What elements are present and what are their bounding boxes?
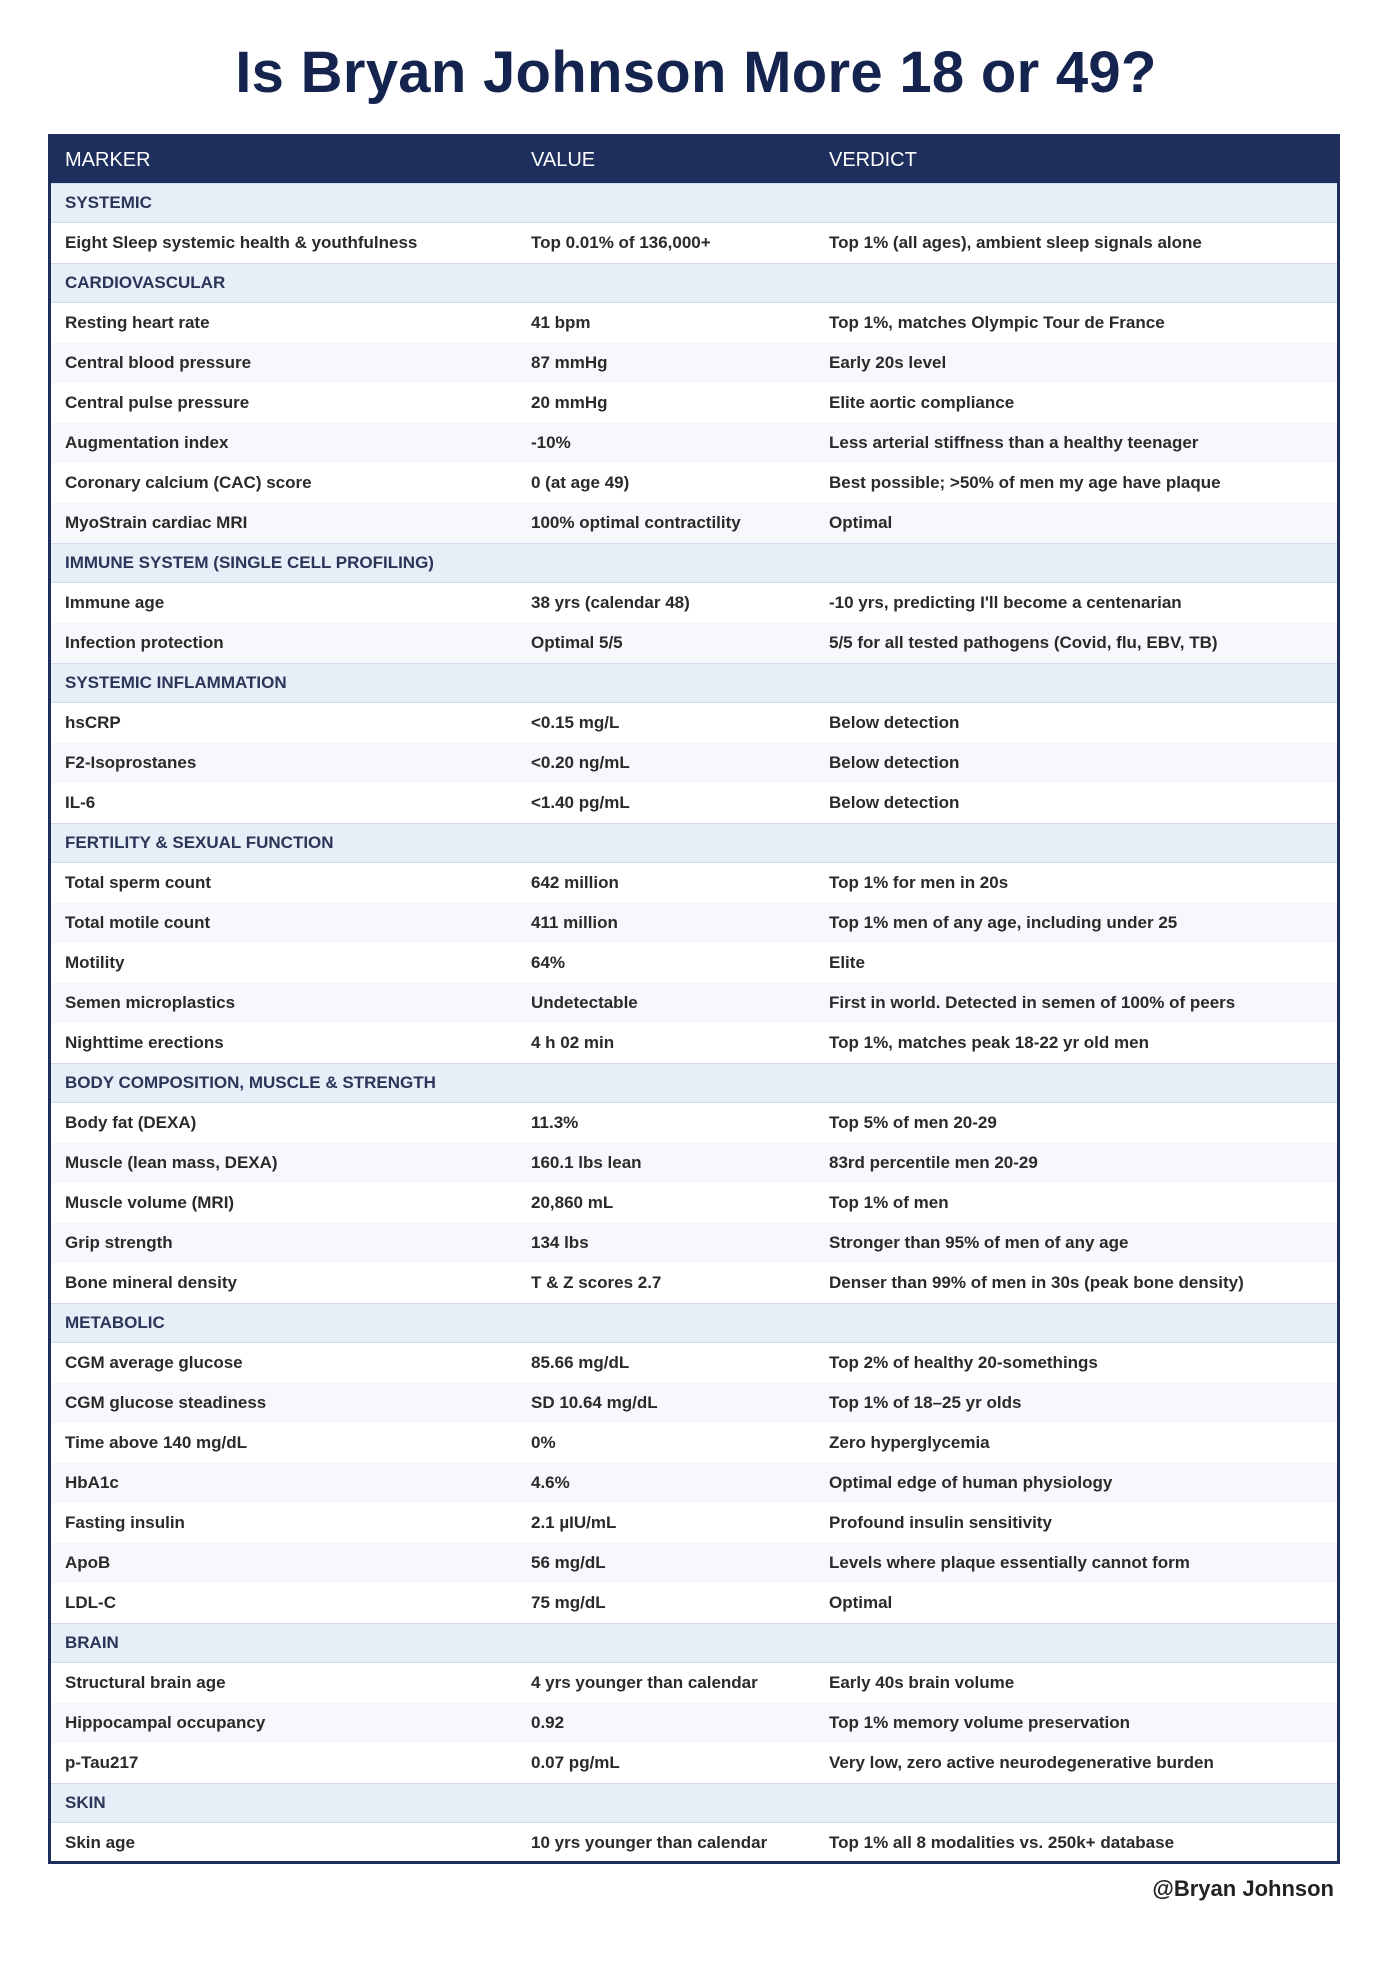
marker-cell: Coronary calcium (CAC) score: [65, 473, 312, 492]
section-title: IMMUNE SYSTEM (SINGLE CELL PROFILING): [65, 553, 434, 572]
section-header: [51, 263, 1337, 303]
verdict-cell: Top 1% of men: [829, 1193, 949, 1212]
table-row: [51, 1383, 1337, 1423]
table-row: [51, 1143, 1337, 1183]
marker-cell: Semen microplastics: [65, 993, 236, 1012]
verdict-cell: Zero hyperglycemia: [829, 1433, 990, 1452]
verdict-cell: Early 20s level: [829, 353, 947, 372]
value-cell: 160.1 lbs lean: [531, 1153, 642, 1172]
table-row: [51, 423, 1337, 463]
verdict-cell: Optimal: [829, 513, 893, 532]
section-header: [51, 663, 1337, 703]
table-row: [51, 503, 1337, 543]
markers-table: [48, 134, 1340, 1864]
verdict-cell: Top 1% men of any age, including under 25: [829, 913, 1178, 932]
verdict-cell: Top 5% of men 20-29: [829, 1113, 997, 1132]
verdict-cell: Top 2% of healthy 20-somethings: [829, 1353, 1098, 1372]
section-title: METABOLIC: [65, 1313, 165, 1332]
column-header-value: VALUE: [531, 148, 596, 171]
marker-cell: Muscle volume (MRI): [65, 1193, 235, 1212]
verdict-cell: -10 yrs, predicting I'll become a centenarian: [829, 593, 1182, 612]
table-row: [51, 783, 1337, 823]
value-cell: 20 mmHg: [531, 393, 608, 412]
section-title: FERTILITY & SEXUAL FUNCTION: [65, 833, 334, 852]
value-cell: <1.40 pg/mL: [531, 793, 630, 812]
value-cell: 38 yrs (calendar 48): [531, 593, 690, 612]
section-title: SYSTEMIC INFLAMMATION: [65, 673, 287, 692]
verdict-cell: Elite aortic compliance: [829, 393, 1015, 412]
marker-cell: MyoStrain cardiac MRI: [65, 513, 248, 532]
marker-cell: Grip strength: [65, 1233, 173, 1252]
marker-cell: Bone mineral density: [65, 1273, 237, 1292]
marker-cell: Body fat (DEXA): [65, 1113, 197, 1132]
marker-cell: CGM glucose steadiness: [65, 1393, 267, 1412]
verdict-cell: Top 1% of 18–25 yr olds: [829, 1393, 1022, 1412]
marker-cell: F2-Isoprostanes: [65, 753, 197, 772]
marker-cell: Total motile count: [65, 913, 211, 932]
verdict-cell: Optimal: [829, 1593, 893, 1612]
verdict-cell: Top 1% for men in 20s: [829, 873, 1009, 892]
verdict-cell: Optimal edge of human physiology: [829, 1473, 1113, 1492]
page-title: Is Bryan Johnson More 18 or 49?: [235, 40, 1157, 105]
table-row: [51, 1463, 1337, 1503]
marker-cell: Total sperm count: [65, 873, 212, 892]
verdict-cell: Profound insulin sensitivity: [829, 1513, 1052, 1532]
verdict-cell: 83rd percentile men 20-29: [829, 1153, 1038, 1172]
column-header-verdict: VERDICT: [829, 148, 917, 171]
value-cell: 4 h 02 min: [531, 1033, 615, 1052]
table-row: [51, 1103, 1337, 1143]
value-cell: SD 10.64 mg/dL: [531, 1393, 658, 1412]
table-row: [51, 1823, 1337, 1863]
verdict-cell: Top 1% (all ages), ambient sleep signals alone: [829, 233, 1202, 252]
marker-cell: LDL-C: [65, 1593, 116, 1612]
table-row: [51, 1343, 1337, 1383]
verdict-cell: 5/5 for all tested pathogens (Covid, flu, EBV, TB): [829, 633, 1218, 652]
table-row: [51, 863, 1337, 903]
value-cell: 4.6%: [531, 1473, 570, 1492]
table-row: [51, 1663, 1337, 1703]
marker-cell: p-Tau217: [65, 1753, 139, 1772]
verdict-cell: Top 1%, matches peak 18-22 yr old men: [829, 1033, 1149, 1052]
value-cell: 20,860 mL: [531, 1193, 614, 1212]
value-cell: Undetectable: [531, 993, 638, 1012]
marker-cell: Skin age: [65, 1833, 135, 1852]
marker-cell: Nighttime erections: [65, 1033, 224, 1052]
section-header: [51, 823, 1337, 863]
section-header: [51, 183, 1337, 223]
value-cell: 2.1 µIU/mL: [531, 1513, 617, 1532]
marker-cell: Resting heart rate: [65, 313, 210, 332]
author-credit: @Bryan Johnson: [1152, 1876, 1334, 1901]
table-row: [51, 343, 1337, 383]
verdict-cell: Top 1% all 8 modalities vs. 250k+ database: [829, 1833, 1175, 1852]
marker-cell: Eight Sleep systemic health & youthfulness: [65, 233, 418, 252]
table-body: [51, 183, 1337, 1863]
value-cell: 0 (at age 49): [531, 473, 630, 492]
table-row: [51, 1743, 1337, 1783]
section-header: [51, 1063, 1337, 1103]
value-cell: 11.3%: [531, 1113, 579, 1132]
table-row: [51, 1263, 1337, 1303]
value-cell: <0.15 mg/L: [531, 713, 620, 732]
verdict-cell: Top 1%, matches Olympic Tour de France: [829, 313, 1165, 332]
column-header-marker: MARKER: [65, 148, 151, 171]
table-row: [51, 1183, 1337, 1223]
value-cell: 0.07 pg/mL: [531, 1753, 620, 1772]
table-row: [51, 463, 1337, 503]
table-row: [51, 583, 1337, 623]
verdict-cell: Below detection: [829, 793, 960, 812]
marker-cell: Structural brain age: [65, 1673, 226, 1692]
marker-cell: Hippocampal occupancy: [65, 1713, 266, 1732]
table-row: [51, 1023, 1337, 1063]
verdict-cell: Below detection: [829, 713, 960, 732]
section-header: [51, 1303, 1337, 1343]
table-row: [51, 223, 1337, 263]
table-row: [51, 983, 1337, 1023]
value-cell: 56 mg/dL: [531, 1553, 606, 1572]
value-cell: 41 bpm: [531, 313, 591, 332]
table-row: [51, 703, 1337, 743]
verdict-cell: First in world. Detected in semen of 100% of peers: [829, 993, 1236, 1012]
verdict-cell: Less arterial stiffness than a healthy teenager: [829, 433, 1199, 452]
marker-cell: Fasting insulin: [65, 1513, 185, 1532]
value-cell: 85.66 mg/dL: [531, 1353, 630, 1372]
table-row: [51, 383, 1337, 423]
marker-cell: HbA1c: [65, 1473, 119, 1492]
verdict-cell: Best possible; >50% of men my age have plaque: [829, 473, 1221, 492]
value-cell: 87 mmHg: [531, 353, 608, 372]
marker-cell: Augmentation index: [65, 433, 229, 452]
value-cell: 642 million: [531, 873, 619, 892]
table-header: [51, 137, 1337, 183]
table-row: [51, 623, 1337, 663]
marker-cell: Muscle (lean mass, DEXA): [65, 1153, 278, 1172]
marker-cell: Motility: [65, 953, 125, 972]
value-cell: 10 yrs younger than calendar: [531, 1833, 768, 1852]
verdict-cell: Denser than 99% of men in 30s (peak bone density): [829, 1273, 1244, 1292]
value-cell: T & Z scores 2.7: [531, 1273, 662, 1292]
marker-cell: Central pulse pressure: [65, 393, 250, 412]
value-cell: 100% optimal contractility: [531, 513, 741, 532]
value-cell: 0%: [531, 1433, 556, 1452]
table-row: [51, 743, 1337, 783]
section-title: CARDIOVASCULAR: [65, 273, 226, 292]
verdict-cell: Very low, zero active neurodegenerative burden: [829, 1753, 1214, 1772]
value-cell: 411 million: [531, 913, 618, 932]
table-row: [51, 903, 1337, 943]
value-cell: <0.20 ng/mL: [531, 753, 630, 772]
verdict-cell: Below detection: [829, 753, 960, 772]
verdict-cell: Early 40s brain volume: [829, 1673, 1015, 1692]
marker-cell: IL-6: [65, 793, 96, 812]
table-row: [51, 1543, 1337, 1583]
verdict-cell: Elite: [829, 953, 865, 972]
section-header: [51, 543, 1337, 583]
value-cell: 64%: [531, 953, 566, 972]
table-row: [51, 303, 1337, 343]
marker-cell: CGM average glucose: [65, 1353, 243, 1372]
verdict-cell: Top 1% memory volume preservation: [829, 1713, 1131, 1732]
marker-cell: Immune age: [65, 593, 165, 612]
section-title: BRAIN: [65, 1633, 119, 1652]
value-cell: 0.92: [531, 1713, 565, 1732]
value-cell: Top 0.01% of 136,000+: [531, 233, 711, 252]
table-row: [51, 1223, 1337, 1263]
section-title: SYSTEMIC: [65, 193, 152, 212]
table-row: [51, 1503, 1337, 1543]
section-title: BODY COMPOSITION, MUSCLE & STRENGTH: [65, 1073, 436, 1092]
value-cell: 75 mg/dL: [531, 1593, 606, 1612]
marker-cell: Infection protection: [65, 633, 224, 652]
section-header: [51, 1783, 1337, 1823]
value-cell: 134 lbs: [531, 1233, 589, 1252]
marker-cell: hsCRP: [65, 713, 121, 732]
verdict-cell: Stronger than 95% of men of any age: [829, 1233, 1129, 1252]
verdict-cell: Levels where plaque essentially cannot form: [829, 1553, 1190, 1572]
section-header: [51, 1623, 1337, 1663]
value-cell: Optimal 5/5: [531, 633, 623, 652]
marker-cell: Time above 140 mg/dL: [65, 1433, 248, 1452]
table-row: [51, 1583, 1337, 1623]
table-row: [51, 1423, 1337, 1463]
marker-cell: Central blood pressure: [65, 353, 252, 372]
table-row: [51, 943, 1337, 983]
value-cell: 4 yrs younger than calendar: [531, 1673, 758, 1692]
marker-cell: ApoB: [65, 1553, 111, 1572]
value-cell: -10%: [531, 433, 571, 452]
section-title: SKIN: [65, 1793, 106, 1812]
table-row: [51, 1703, 1337, 1743]
